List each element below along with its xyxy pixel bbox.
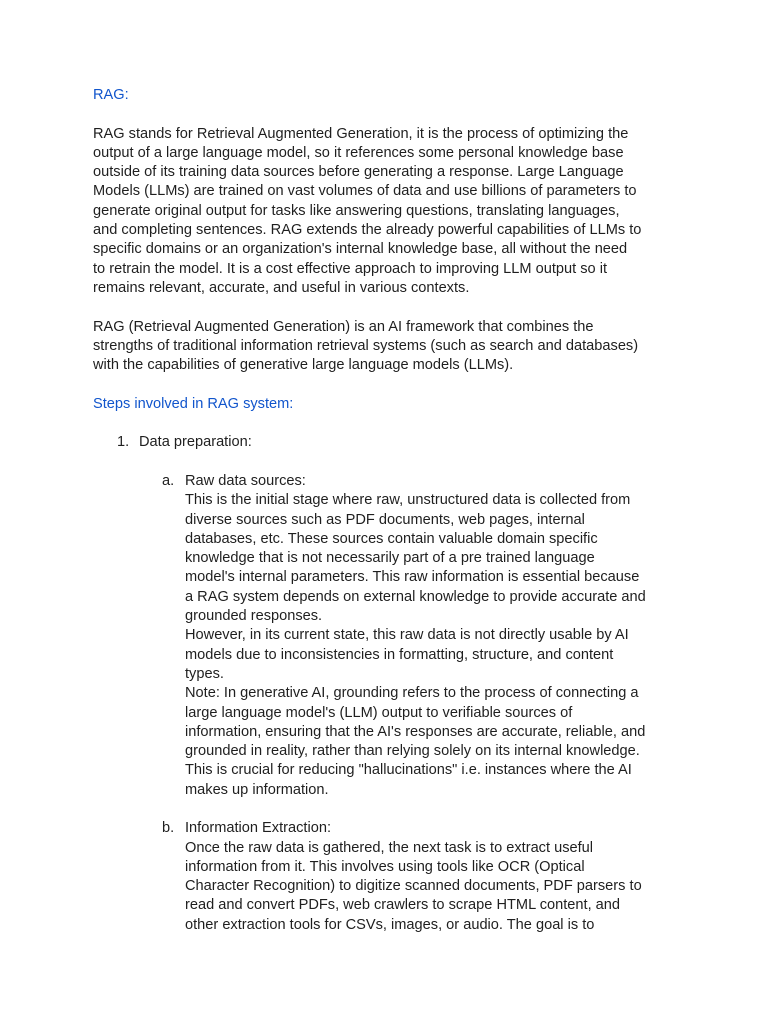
text-line: models due to inconsistencies in formatting, structure, and content [185, 646, 614, 663]
spacer [93, 414, 683, 433]
text-line: RAG stands for Retrieval Augmented Generation, it is the process of optimizing the [93, 125, 629, 142]
list-item-title: Data preparation: [139, 434, 252, 451]
text-line: a RAG system depends on external knowledge to provide accurate and [185, 588, 646, 605]
text-line: makes up information. [185, 781, 329, 798]
text-line: grounded in reality, rather than relying solely on its internal knowledge. [185, 743, 640, 760]
heading-rag: RAG: [93, 87, 129, 103]
text-line: knowledge that is not necessarily part of a pre trained language [185, 550, 595, 567]
text-line: large language model's (LLM) output to verifiable sources of [185, 704, 573, 721]
list-marker: b. [162, 820, 175, 837]
spacer [93, 453, 683, 472]
list-item-title: Information Extraction: [185, 820, 332, 837]
text-line: to retrain the model. It is a cost effective approach to improving LLM output so it [93, 260, 608, 277]
text-line: Note: In generative AI, grounding refers to the process of connecting a [185, 685, 639, 702]
text-line: Once the raw data is gathered, the next task is to extract useful [185, 839, 594, 856]
spacer [93, 800, 683, 819]
text-line: grounded responses. [185, 608, 323, 625]
text-line: strengths of traditional information retrieval systems (such as search and databases) [93, 337, 639, 354]
list-marker: a. [162, 472, 175, 489]
text-line: However, in its current state, this raw data is not directly usable by AI [185, 627, 629, 644]
text-line: This is crucial for reducing "hallucinations" i.e. instances where the AI [185, 762, 632, 779]
text-line: generate original output for tasks like answering questions, translating languages, [93, 202, 620, 219]
text-line: remains relevant, accurate, and useful in various contexts. [93, 279, 470, 296]
list-item-title: Raw data sources: [185, 472, 306, 489]
spacer [93, 105, 683, 124]
list-marker: 1. [117, 434, 130, 451]
text-line: read and convert PDFs, web crawlers to scrape HTML content, and [185, 897, 621, 914]
list-item-data-preparation [93, 433, 683, 452]
text-line: databases, etc. These sources contain valuable domain specific [185, 530, 598, 547]
text-line: specific domains or an organization's internal knowledge base, all without the need [93, 241, 628, 258]
text-line: This is the initial stage where raw, unstructured data is collected from [185, 492, 631, 509]
text-line: information, ensuring that the AI's responses are accurate, reliable, and [185, 723, 646, 740]
heading-steps: Steps involved in RAG system: [93, 395, 294, 412]
spacer [93, 298, 683, 317]
text-line: output of a large language model, so it references some personal knowledge base [93, 144, 624, 161]
paragraph-rag-definition [93, 125, 683, 299]
text-line: and completing sentences. RAG extends the already powerful capabilities of LLMs to [93, 222, 642, 239]
text-line: with the capabilities of generative large language models (LLMs). [93, 357, 514, 374]
text-line: diverse sources such as PDF documents, web pages, internal [185, 511, 585, 528]
text-line: RAG (Retrieval Augmented Generation) is an AI framework that combines the [93, 318, 594, 335]
text-line: other extraction tools for CSVs, images, or audio. The goal is to [185, 916, 595, 933]
list-item-information-extraction [93, 819, 683, 935]
document-page [93, 86, 683, 935]
text-line: types. [185, 665, 224, 682]
text-line: Models (LLMs) are trained on vast volumes of data and use billions of parameters to [93, 183, 637, 200]
text-line: Character Recognition) to digitize scanned documents, PDF parsers to [185, 878, 642, 895]
text-line: information from it. This involves using tools like OCR (Optical [185, 858, 585, 875]
text-line: outside of its training data sources before generating a response. Large Language [93, 164, 624, 181]
text-line: model's internal parameters. This raw information is essential because [185, 569, 640, 586]
list-item-raw-data-sources [93, 472, 683, 800]
paragraph-rag-framework [93, 318, 683, 376]
spacer [93, 375, 683, 394]
